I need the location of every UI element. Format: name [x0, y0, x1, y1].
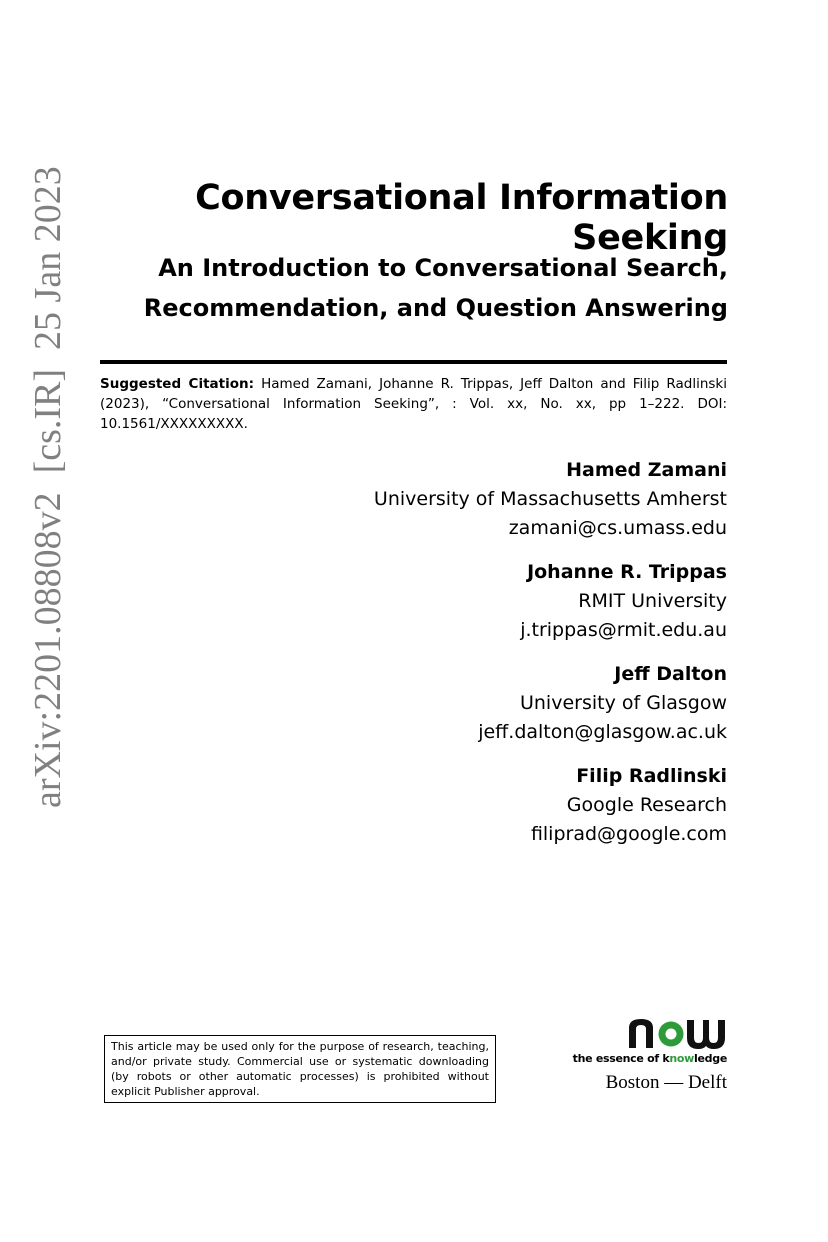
- suggested-citation: [100, 374, 727, 434]
- paper-subtitle: [100, 248, 728, 328]
- author-block: [374, 558, 727, 645]
- author-name: Hamed Zamani: [566, 459, 727, 481]
- author-block: [374, 762, 727, 849]
- usage-notice: This article may be used only for the purpose of research, teaching, and/or private study. Commercial use or systematic downloading (by robots or other automatic processes) is prohibited without explicit Publisher approval.: [104, 1035, 496, 1103]
- publisher-block: [527, 1016, 727, 1094]
- tagline-start: the essence of k: [572, 1052, 670, 1065]
- subtitle-line-2: Recommendation, and Question Answering: [143, 294, 728, 322]
- author-email[interactable]: j.trippas@rmit.edu.au: [520, 619, 727, 641]
- author-affiliation: Google Research: [566, 794, 727, 816]
- title-rule: [100, 360, 727, 364]
- author-name: Johanne R. Trippas: [527, 561, 727, 583]
- author-email[interactable]: jeff.dalton@glasgow.ac.uk: [478, 721, 727, 743]
- citation-text: Hamed Zamani, Johanne R. Trippas, Jeff Dalton and Filip Radlinski (2023), “Conversational Information Seeking”, : Vol. xx, No. xx, pp 1–222. DOI: 10.1561/XXXXXXXXX.: [100, 376, 727, 432]
- author-name: Jeff Dalton: [614, 663, 727, 685]
- subtitle-line-1: An Introduction to Conversational Search,: [158, 254, 728, 282]
- now-publishers-logo: [627, 1016, 727, 1050]
- paper-title: Conversational Information Seeking: [195, 178, 728, 258]
- tagline-end: ledge: [694, 1052, 727, 1065]
- author-email[interactable]: filiprad@google.com: [530, 823, 727, 845]
- tagline-accent: now: [669, 1052, 695, 1065]
- publisher-cities: Boston — Delft: [605, 1072, 727, 1093]
- author-affiliation: University of Glasgow: [519, 692, 727, 714]
- author-email[interactable]: zamani@cs.umass.edu: [508, 517, 727, 539]
- publisher-tagline: [527, 1052, 727, 1065]
- author-list: [374, 456, 727, 864]
- author-name: Filip Radlinski: [576, 765, 727, 787]
- arxiv-stamp: arXiv:2201.08808v2 [cs.IR] 25 Jan 2023: [27, 166, 69, 808]
- author-affiliation: University of Massachusetts Amherst: [373, 488, 727, 510]
- citation-label: Suggested Citation:: [100, 376, 255, 392]
- author-affiliation: RMIT University: [578, 590, 727, 612]
- author-block: [374, 660, 727, 747]
- author-block: [374, 456, 727, 543]
